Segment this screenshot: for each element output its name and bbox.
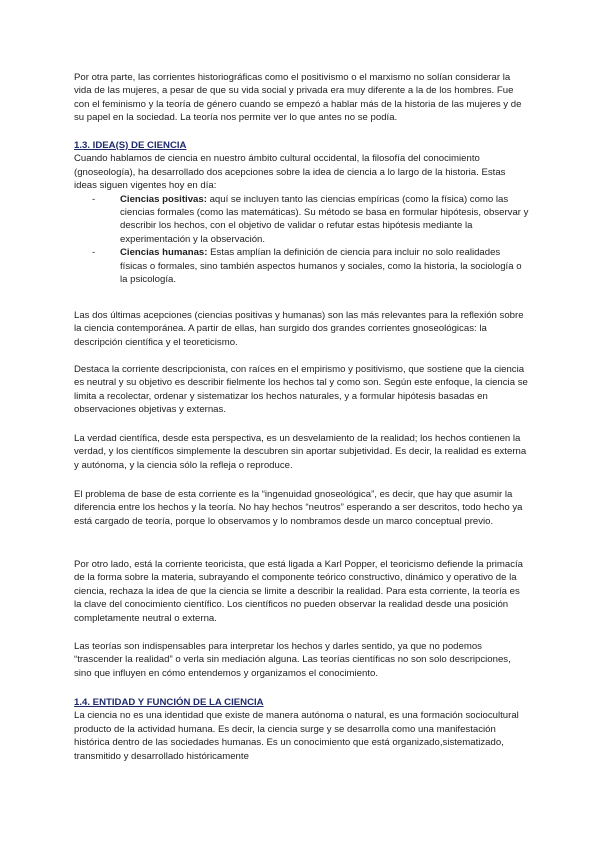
section-1-3-intro: Cuando hablamos de ciencia en nuestro ámbito cultural occidental, la filosofía del conocimiento (gnoseología), ha desarrollado dos acepciones sobre la idea de ciencia a lo largo de la historia. Estas ideas siguen vigentes hoy en día: [74,153,506,192]
section-heading-1-3: 1.3. IDEA(S) DE CIENCIA [74,140,187,151]
paragraph-verdad-cientifica: La verdad científica, desde esta perspectiva, es un desvelamiento de la realidad; los hechos contienen la verdad, y los científicos simplemente la descubren sin aportar subjetividad. Es decir, la realidad es externa y autónoma, y la ciencia sólo la refleja o reproduce. [74,433,527,471]
list-item-ciencias-humanas [74,246,529,286]
paragraph-entidad-ciencia: La ciencia no es una identidad que existe de manera autónoma o natural, es una formación sociocultural producto de la actividad humana. Es decir, la ciencia surge y se desarrolla como una manifestación histórica dentro de las sociedades humanas. Es un conocimiento que está organizado,sistematizado, transmitido y desarrollado históricamente [74,710,519,762]
paragraph-acepciones: Las dos últimas acepciones (ciencias positivas y humanas) son las más relevantes para la reflexión sobre la ciencia contemporánea. A partir de ellas, han surgido dos grandes corrientes gnoseológicas: la descripción científica y el teoreticismo. [74,310,524,348]
section-1-3 [74,139,529,286]
term-ciencias-humanas: Ciencias humanas: [120,247,208,259]
science-types-list [74,193,529,287]
paragraph-teoricista: Por otro lado, está la corriente teoricista, que está ligada a Karl Popper, el teoricismo defiende la primacía de la forma sobre la materia, subrayando el componente teórico constructivo, dinámico y operativo de la ciencia, rechaza la idea de que la ciencia se limite a describir la realidad. Para esta corriente, la teoría es la clave del conocimiento científico. Los científicos no pueden observar la realidad desde una posición completamente neutral o externa. [74,559,524,624]
paragraph-intro: Por otra parte, las corrientes historiográficas como el positivismo o el marxismo no solían considerar la vida de las mujeres, a pesar de que su vida social y privada era muy diferente a la de los hombres. Fue con el feminismo y la teoría de género cuando se empezó a hablar más de la historia de las mujeres y de su papel en la sociedad. La teoría nos permite ver lo que antes no se podía. [74,72,522,124]
term-ciencias-positivas: Ciencias positivas: [120,193,207,205]
section-1-4 [74,696,529,763]
section-heading-1-4: 1.4. ENTIDAD Y FUNCIÓN DE LA CIENCIA [74,697,264,708]
paragraph-ingenuidad: El problema de base de esta corriente es la “ingenuidad gnoseológica”, es decir, que hay que asumir la diferencia entre los hechos y la teoría. No hay hechos “neutros” esperando a ser descritos, todo hecho ya está cargado de teoría, porque lo observamos y lo nombramos desde un marco conceptual previo. [74,489,523,527]
list-item-ciencias-positivas [74,193,529,247]
bullet-dash: - [92,193,96,205]
bullet-dash: - [92,247,96,259]
definition-ciencias-positivas: aquí se incluyen tanto las ciencias empíricas (como la física) como las ciencias formales (como las matemáticas). Su método se basa en formular hipótesis, observar y describir los hechos, con el objetivo de validar o refutar estas hipótesis mediante la experimentación y la observación. [120,193,529,245]
paragraph-descripcionista: Destaca la corriente descripcionista, con raíces en el empirismo y positivismo, que sostiene que la ciencia es neutral y su objetivo es describir fielmente los hechos tal y como son. Según este enfoque, la ciencia se limita a recolectar, ordenar y sistematizar los hechos naturales, y a formular hipótesis basadas en observaciones objetivas y externas. [74,364,528,416]
paragraph-teorias: Las teorías son indispensables para interpretar los hechos y darles sentido, ya que no podemos “trascender la realidad” o verla sin mediación alguna. Las teorías científicas no son solo descripciones, sino que influyen en cómo entendemos y organizamos el conocimiento. [74,641,511,679]
definition-ciencias-humanas: Estas amplían la definición de ciencia para incluir no solo realidades físicas o formales, sino también aspectos humanos y sociales, como la historia, la sociología o la psicología. [120,247,522,286]
